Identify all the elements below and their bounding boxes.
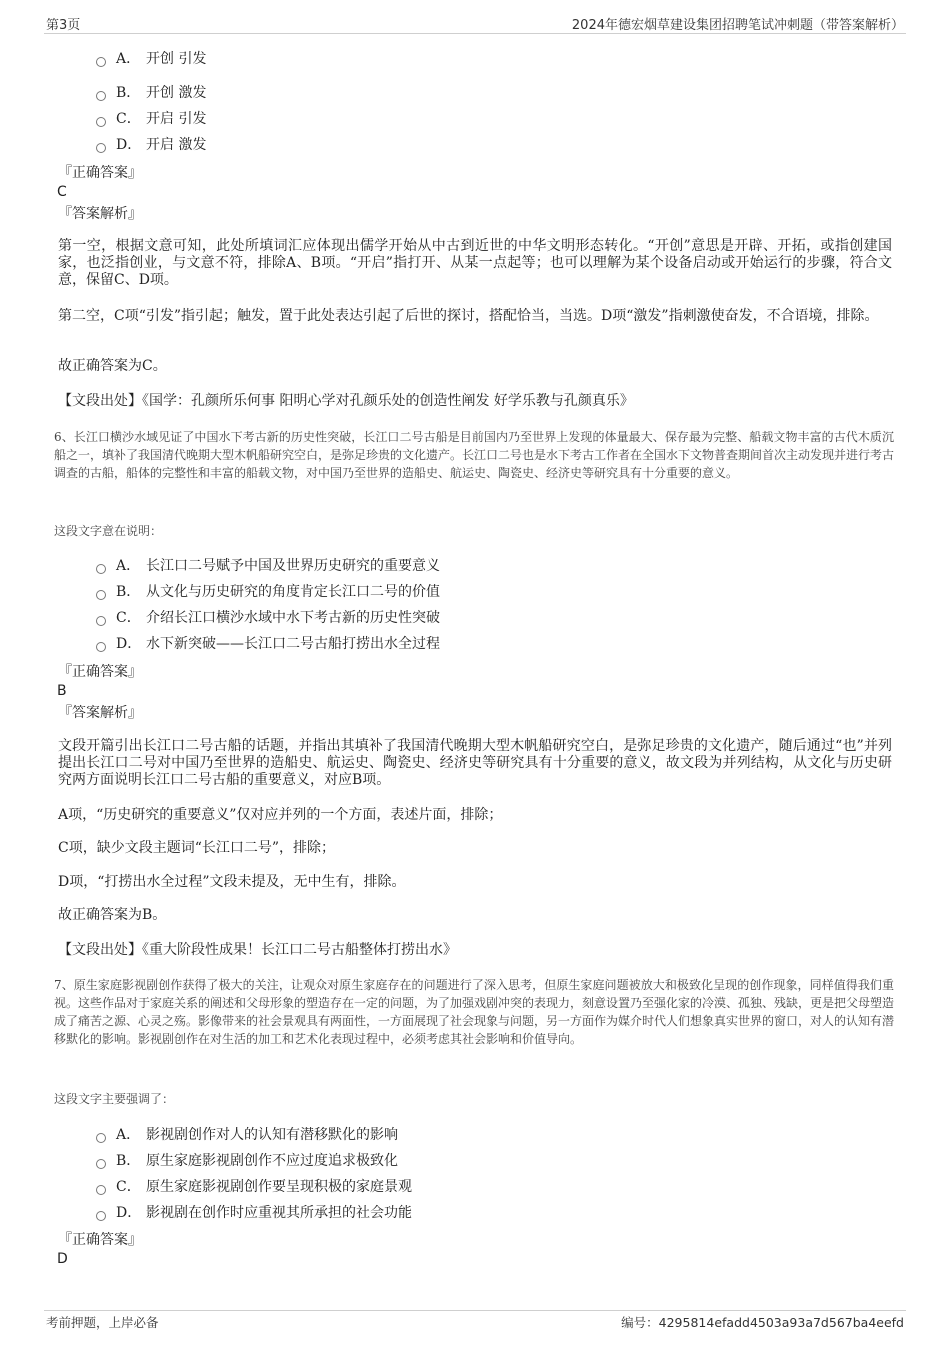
option-text: 开启 激发 bbox=[146, 137, 207, 153]
q5-answer: C bbox=[57, 184, 67, 200]
option-letter: C． bbox=[116, 111, 141, 127]
option-text: 开创 激发 bbox=[146, 85, 207, 101]
q6-source: 【文段出处】《重大阶段性成果！长江口二号古船整体打捞出水》 bbox=[58, 942, 457, 958]
option-letter: C． bbox=[116, 610, 141, 626]
option-letter: D． bbox=[116, 1205, 142, 1221]
option-letter: A． bbox=[116, 51, 141, 67]
option-text: 介绍长江口横沙水域中水下考古新的历史性突破 bbox=[146, 610, 440, 626]
q6-analysis-paragraph: 文段开篇引出长江口二号古船的话题，并指出其填补了我国清代晚期大型木帆船研究空白，是弥足珍贵的文化遗产，随后通过“也”并列提出长江口二号对中国乃至世界的造船史、航运史、陶瓷史、经济史等研究具有十分重要的意义，故文段为并列结构，从文化与历史研究两方面说明长江口二号古船的重要意义，对应B项。 bbox=[58, 738, 892, 788]
option-text: 影视剧创作对人的认知有潜移默化的影响 bbox=[146, 1127, 398, 1143]
radio-icon[interactable] bbox=[96, 117, 106, 127]
q7-stem: 7、原生家庭影视剧创作获得了极大的关注，让观众对原生家庭存在的问题进行了深入思考，但原生家庭问题被放大和极致化呈现的创作现象，同样值得我们重视。这些作品对于家庭关系的阐述和父母形象的塑造存在一定的问题，为了加强戏剧冲突的表现力，刻意设置乃至强化家的冷漠、孤独、残缺，更是把父母塑造成了痛苦之源、心灵之殇。影像带来的社会景观具有两面性，一方面展现了社会现象与问题，另一方面作为媒介时代人们想象真实世界的窗口，对人的认知有潜移默化的影响。影视剧创作在对生活的加工和艺术化表现过程中，必须考虑其社会影响和价值导向。 bbox=[54, 978, 895, 1046]
header-divider bbox=[44, 33, 906, 34]
q5-option-c[interactable] bbox=[96, 110, 206, 128]
footer-divider bbox=[44, 1310, 906, 1311]
q6-analysis-paragraph: D项，“打捞出水全过程”文段未提及，无中生有，排除。 bbox=[58, 874, 406, 890]
option-text: 从文化与历史研究的角度肯定长江口二号的价值 bbox=[146, 584, 440, 600]
radio-icon[interactable] bbox=[96, 57, 106, 67]
radio-icon[interactable] bbox=[96, 642, 106, 652]
option-letter: C． bbox=[116, 1179, 141, 1195]
q6-prompt: 这段文字意在说明： bbox=[54, 524, 163, 538]
option-letter: A． bbox=[116, 558, 141, 574]
q6-analysis-label: 『答案解析』 bbox=[58, 705, 142, 721]
q7-option-d[interactable] bbox=[96, 1204, 412, 1222]
option-text: 水下新突破——长江口二号古船打捞出水全过程 bbox=[146, 636, 440, 652]
radio-icon[interactable] bbox=[96, 143, 106, 153]
radio-icon[interactable] bbox=[96, 590, 106, 600]
option-text: 原生家庭影视剧创作不应过度追求极致化 bbox=[146, 1153, 398, 1169]
footer-slogan: 考前押题，上岸必备 bbox=[46, 1315, 159, 1330]
q7-option-c[interactable] bbox=[96, 1178, 412, 1196]
option-letter: B． bbox=[116, 1153, 141, 1169]
q5-analysis-paragraph: 第一空，根据文意可知，此处所填词汇应体现出儒学开始从中古到近世的中华文明形态转化。“开创”意思是开辟、开拓，或指创建国家，也泛指创业，与文意不符，排除A、B项。“开启”指打开、从某一点起等；也可以理解为某个设备启动或开始运行的步骤，符合文意，保留C、D项。 bbox=[58, 238, 892, 288]
option-text: 开创 引发 bbox=[146, 51, 207, 67]
q7-option-a[interactable] bbox=[96, 1126, 398, 1144]
option-letter: B． bbox=[116, 584, 141, 600]
radio-icon[interactable] bbox=[96, 1133, 106, 1143]
q5-option-a[interactable] bbox=[96, 50, 206, 68]
q6-option-b[interactable] bbox=[96, 583, 440, 601]
option-letter: D． bbox=[116, 636, 142, 652]
radio-icon[interactable] bbox=[96, 616, 106, 626]
q6-stem: 6、长江口横沙水域见证了中国水下考古新的历史性突破，长江口二号古船是目前国内乃至世界上发现的体量最大、保存最为完整、船载文物丰富的古代木质沉船之一，填补了我国清代晚期大型木帆船研究空白，是弥足珍贵的文化遗产。长江口二号也是水下考古工作者在全国水下文物普查期间首次主动发现并进行考古调查的古船，船体的完整性和丰富的船载文物，对中国乃至世界的造船史、航运史、陶瓷史、经济史等研究具有十分重要的意义。 bbox=[54, 430, 895, 480]
radio-icon[interactable] bbox=[96, 564, 106, 574]
q7-answer-label: 『正确答案』 bbox=[58, 1232, 142, 1248]
q5-source: 【文段出处】《国学：孔颜所乐何事 阳明心学对孔颜乐处的创造性阐发 好学乐教与孔颜真乐》 bbox=[58, 393, 634, 409]
q6-option-a[interactable] bbox=[96, 557, 440, 575]
q6-option-d[interactable] bbox=[96, 635, 440, 653]
page-number: 第3页 bbox=[46, 18, 81, 33]
radio-icon[interactable] bbox=[96, 1211, 106, 1221]
radio-icon[interactable] bbox=[96, 1159, 106, 1169]
q5-answer-label: 『正确答案』 bbox=[58, 165, 142, 181]
option-letter: D． bbox=[116, 137, 142, 153]
q5-option-d[interactable] bbox=[96, 136, 206, 154]
q6-option-c[interactable] bbox=[96, 609, 440, 627]
q5-conclusion: 故正确答案为C。 bbox=[58, 358, 167, 374]
q7-prompt: 这段文字主要强调了： bbox=[54, 1092, 175, 1106]
option-text: 影视剧在创作时应重视其所承担的社会功能 bbox=[146, 1205, 412, 1221]
option-letter: B． bbox=[116, 85, 141, 101]
radio-icon[interactable] bbox=[96, 1185, 106, 1195]
q6-answer-label: 『正确答案』 bbox=[58, 664, 142, 680]
footer-code-label: 编号： bbox=[621, 1315, 659, 1330]
q7-option-b[interactable] bbox=[96, 1152, 398, 1170]
radio-icon[interactable] bbox=[96, 91, 106, 101]
q6-answer: B bbox=[57, 683, 67, 699]
q5-option-b[interactable] bbox=[96, 84, 206, 102]
q5-analysis-label: 『答案解析』 bbox=[58, 206, 142, 222]
option-text: 开启 引发 bbox=[146, 111, 207, 127]
q7-answer: D bbox=[57, 1251, 68, 1267]
footer-code-value: 4295814efadd4503a93a7d567ba4eefd bbox=[658, 1315, 904, 1330]
option-letter: A． bbox=[116, 1127, 141, 1143]
q6-conclusion: 故正确答案为B。 bbox=[58, 907, 167, 923]
footer-code bbox=[621, 1313, 904, 1331]
option-text: 长江口二号赋予中国及世界历史研究的重要意义 bbox=[146, 558, 440, 574]
document-title: 2024年德宏烟草建设集团招聘笔试冲刺题（带答案解析） bbox=[571, 18, 904, 33]
option-text: 原生家庭影视剧创作要呈现积极的家庭景观 bbox=[146, 1179, 412, 1195]
q5-analysis-paragraph: 第二空，C项“引发”指引起；触发，置于此处表达引起了后世的探讨，搭配恰当，当选。D项“激发”指刺激使奋发，不合语境，排除。 bbox=[58, 308, 879, 324]
q6-analysis-paragraph: C项，缺少文段主题词“长江口二号”，排除； bbox=[58, 840, 336, 856]
q6-analysis-paragraph: A项，“历史研究的重要意义”仅对应并列的一个方面，表述片面，排除； bbox=[58, 807, 503, 823]
